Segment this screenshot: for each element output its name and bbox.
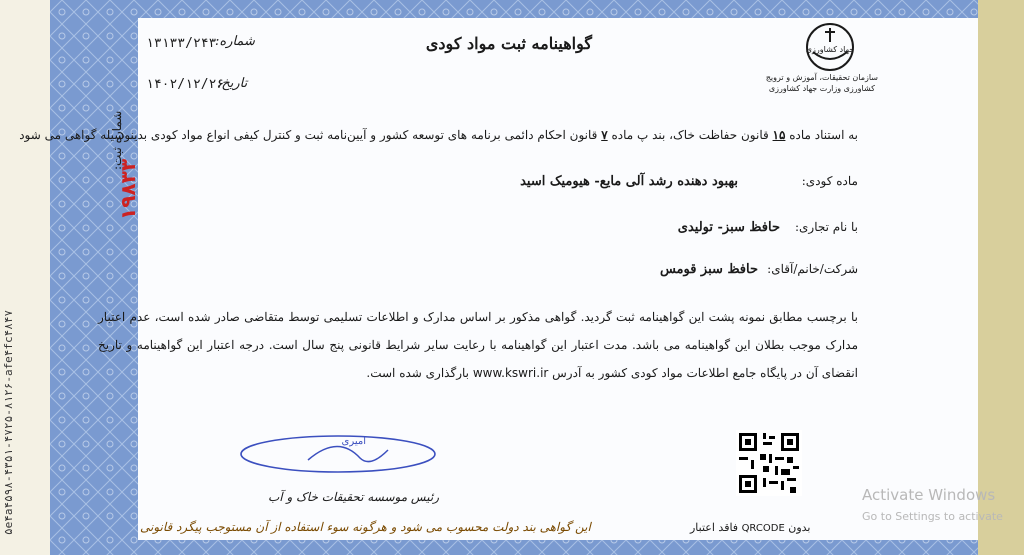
qr-note-qrcode: QRCODE [741,523,785,534]
intro-part-a: به استناد ماده [785,128,858,142]
qr-code-icon[interactable] [736,430,802,496]
signature-stamp [238,430,438,490]
org-line-2: کشاورزی وزارت جهاد کشاورزی [768,84,875,93]
intro-part-b: قانون حفاظت خاک، بند پ ماده [607,128,773,142]
trade-name-value: حافظ سبز- تولیدی [677,220,780,235]
activate-windows-subtitle: Go to Settings to activate [862,510,1003,523]
intro-text [19,128,858,142]
org-line-1: سازمان تحقیقات، آموزش و ترویج [765,73,878,82]
qr-validity-note [690,521,811,534]
registration-label: شماره ثبت: [110,110,124,170]
number-label: شماره: [215,34,255,49]
company-value: حافظ سبز قومس [659,262,758,277]
website-link[interactable]: www.kswri.ir [472,366,549,380]
qr-note-invalid: فاقد اعتبار [690,521,739,534]
number-value: ۱۳۱۳۳/۲۴۳ [146,36,217,51]
intro-part-c: قانون احکام دائمی برنامه های توسعه کشور و آیین‌نامه ثبت و کنترل کیفی انواع مواد کودی بدینوسیله گواهی می شود [19,128,602,142]
legal-note: این گواهی بند دولت محسوب می شود و هرگونه سوء استفاده از آن مستوجب پیگرد قانونی [140,520,591,534]
left-margin-band [0,0,51,555]
registration-number: ۱۹۸۳۳ [116,158,140,220]
intro-article-15: ۱۵ [772,128,786,142]
fertilizer-label: ماده کودی: [801,174,858,188]
terms-part-b: بارگذاری شده است. [366,366,473,380]
intro-article-7: ۷ [601,128,608,142]
certificate-title: گواهینامه ثبت مواد کودی [425,34,592,53]
certificate-content [19,0,978,555]
terms-paragraph [98,303,858,387]
terms-part-a: با برچسب مطابق نمونه پشت این گواهینامه ثبت گردید. گواهی مذکور بر اساس مدارک و اطلاعات تسلیمی توسط متقاضی صادر شده است، عدم اعتبار مدارک موجب بطلان این گواهینامه می باشد. مدت اعتبار این گواهینامه با رعایت سایر شرایط قانونی پنج سال است. درجه اعتبار این گواهینامه و تاریخ انقضای آن در پایگاه جامع اطلاعات مواد کودی کشور به آدرس [98,310,858,380]
signature-text: امیری [341,436,366,447]
signer-title: رئیس موسسه تحقیقات خاک و آب [268,490,439,504]
jahad-logo-icon [805,22,855,72]
logo-text: جهاد کشاورزی [805,45,855,54]
right-margin-band [978,0,1024,555]
date-value: ۱۴۰۲/۱۲/۲۶ [146,77,225,92]
activate-windows-title: Activate Windows [862,486,996,504]
qr-note-without: بدون [788,521,811,534]
trade-name-label: با نام تجاری: [794,220,858,234]
fertilizer-value: بهبود دهنده رشد آلی مایع- هیومیک اسید [520,174,738,189]
side-code: ۵e۴a۴۵۹۸-۴۳۵۱-۴۷۲۵-۸۱۲۶-afe۴fc۴۸۴۷ [2,309,15,535]
organization-name [766,72,878,94]
company-label: شرکت/خانم/آقای: [767,262,858,276]
date-label: تاریخ: [217,76,248,91]
